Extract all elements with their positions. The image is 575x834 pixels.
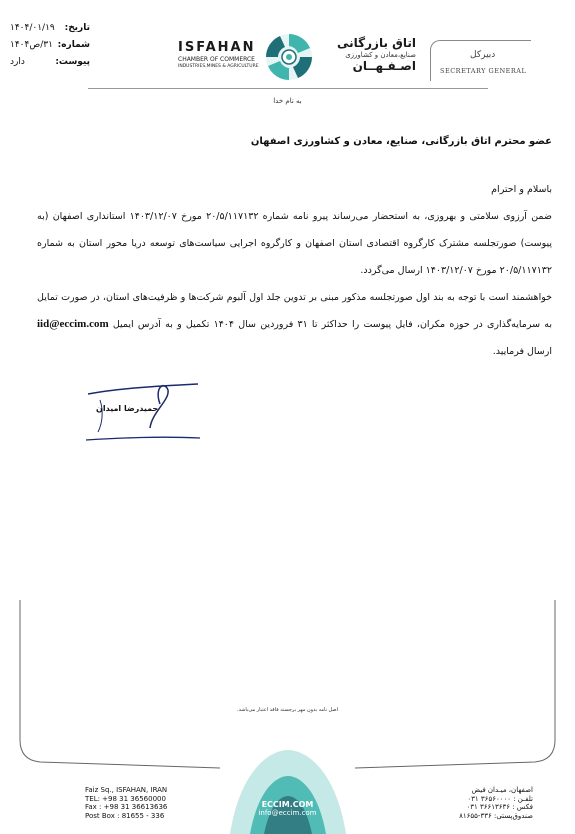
attachment-label: پیوست: [55, 57, 90, 67]
signature-name: حمیدرضا امیدان [96, 404, 159, 413]
logo-fa-line1: اتاق بازرگانی [337, 36, 416, 50]
paragraph2-text: خواهشمند است با توجه به بند اول صورتجلسه مذکور مبنی بر تدوین جلد اول آلبوم شرکت‌ها و ظرفیت‌های استان، در صورت تمایل به سرمایه‌گذاری در حوزه مکران، فایل پیوست را حداکثر تا ۳۱ فروردین سال ۱۴۰۴ تکمیل و به آدرس ایمیل [37, 292, 552, 330]
logo-en-line1: CHAMBER OF COMMERCE [178, 56, 255, 63]
date-label: تاریخ: [64, 23, 90, 33]
footer-en-line2: TEL: +98 31 36560000 [85, 794, 166, 803]
paragraph2-end: ارسال فرمایید. [492, 346, 552, 357]
attachment-value: دارد [10, 57, 25, 67]
logo-fa-line3: اصـفـهــان [352, 59, 416, 73]
logo-persian-text [316, 36, 416, 73]
logo-fa-line2: صنایع،معادن و کشاورزی [345, 51, 416, 59]
footer-mail-link[interactable]: info@eccim.com [258, 809, 317, 817]
footer-fa-line4: صندوق‌پستی: ۳۳۶-۸۱۶۵۵ [459, 811, 533, 820]
body-paragraph-1: ضمن آرزوی سلامتی و بهروزی، به استحضار می‌رساند پیرو نامه شماره ۲۰/۵/۱۱۷۱۳۲ مورخ ۱۴۰۳/۱۲/۰۷ استانداری اصفهان (به پیوست) صورتجلسه مشترک کارگروه اقتصادی استان اصفهان و کارگروه اجرایی سیاست‌های توسعه دریا محور استان به شماره ۲۰/۵/۱۱۷۱۳۲ مورخ ۱۴۰۳/۱۲/۰۷ ارسال می‌گردد. [37, 211, 552, 276]
number-row [10, 37, 90, 54]
footer-en-line1: Faiz Sq., ISFAHAN, IRAN [85, 786, 168, 794]
footer-website [0, 800, 575, 817]
recipient: عضو محترم اتاق بازرگانی، صنایع، معادن و کشاورزی اصفهان [250, 136, 552, 147]
secretary-fa: دبیرکل [470, 50, 496, 60]
number-value: ۳۱/ص۱۴۰۴ [10, 40, 53, 50]
logo-en-name: ISFAHAN [178, 40, 256, 55]
secretary-en: SECRETARY GENERAL [440, 67, 527, 75]
footer-en-line4: Post Box : 81655 - 336 [85, 811, 165, 820]
date-row [10, 20, 90, 37]
body-paragraph-2 [37, 284, 552, 365]
number-label: شماره: [57, 40, 90, 50]
logo-en-line2: INDUSTRIES,MINES & AGRICULTURE [178, 64, 259, 69]
email-link[interactable]: iid@eccim.com [37, 318, 109, 330]
date-value: ۱۴۰۴/۰۱/۱۹ [10, 23, 55, 33]
footer-en-line3: Fax : +98 31 36613636 [85, 803, 168, 812]
signature-icon [80, 378, 210, 448]
header-divider [88, 88, 488, 89]
greeting: باسلام و احترام [491, 184, 552, 195]
letter-meta [10, 20, 90, 71]
validity-footnote: اصل نامه بدون مهر برجسته فاقد اعتبار می‌باشد. [237, 707, 338, 713]
chamber-emblem-icon [264, 32, 314, 82]
attachment-row [10, 54, 90, 71]
bismillah: به نام خدا [273, 97, 302, 105]
footer-site-link[interactable]: ECCIM.COM [261, 800, 314, 809]
footer-fa-line3: فکس : ۳۶۶۱۳۶۳۶ ۰۳۱ [466, 803, 533, 812]
footer-fa-line2: تلفـن : ۳۶۵۶۰۰۰۰ ۰۳۱ [467, 794, 533, 803]
footer-fa-line1: اصفهان، میـدان فیض [471, 786, 533, 794]
logo-english-text [178, 40, 264, 69]
